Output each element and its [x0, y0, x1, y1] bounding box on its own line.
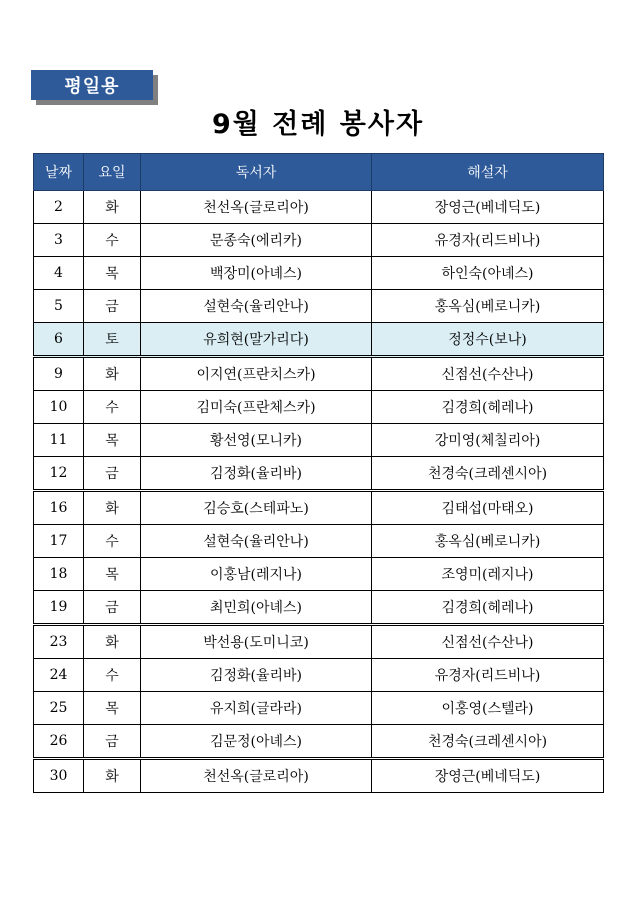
cell-reader: 박선용(도미니코)	[141, 625, 372, 659]
cell-day: 금	[84, 290, 141, 323]
cell-date: 26	[34, 725, 84, 759]
cell-date: 12	[34, 457, 84, 491]
cell-date: 2	[34, 191, 84, 224]
cell-commentator: 장영근(베네딕도)	[372, 759, 604, 793]
cell-day: 수	[84, 659, 141, 692]
table-row	[34, 759, 604, 793]
table-row	[34, 591, 604, 625]
volunteer-table	[33, 153, 604, 793]
cell-commentator: 유경자(리드비나)	[372, 659, 604, 692]
cell-reader: 황선영(모니카)	[141, 424, 372, 457]
cell-date: 4	[34, 257, 84, 290]
cell-commentator: 정정수(보나)	[372, 323, 604, 357]
table-row	[34, 491, 604, 525]
cell-day: 목	[84, 424, 141, 457]
cell-day: 목	[84, 558, 141, 591]
cell-date: 24	[34, 659, 84, 692]
cell-reader: 김미숙(프란체스카)	[141, 391, 372, 424]
cell-date: 10	[34, 391, 84, 424]
table-row	[34, 224, 604, 257]
table-header-row	[34, 154, 604, 191]
cell-reader: 김정화(율리바)	[141, 659, 372, 692]
cell-commentator: 이홍영(스텔라)	[372, 692, 604, 725]
cell-date: 17	[34, 525, 84, 558]
cell-day: 금	[84, 457, 141, 491]
cell-date: 3	[34, 224, 84, 257]
table-row	[34, 357, 604, 391]
cell-date: 18	[34, 558, 84, 591]
table-row	[34, 191, 604, 224]
cell-date: 6	[34, 323, 84, 357]
table-row	[34, 525, 604, 558]
cell-commentator: 김경희(헤레나)	[372, 591, 604, 625]
cell-reader: 김정화(율리바)	[141, 457, 372, 491]
table-row	[34, 457, 604, 491]
cell-day: 화	[84, 491, 141, 525]
cell-reader: 김문정(아녜스)	[141, 725, 372, 759]
header-day: 요일	[84, 154, 141, 191]
table-row	[34, 625, 604, 659]
cell-commentator: 홍옥심(베로니카)	[372, 290, 604, 323]
cell-commentator: 하인숙(아녜스)	[372, 257, 604, 290]
table-row	[34, 558, 604, 591]
cell-reader: 천선옥(글로리아)	[141, 759, 372, 793]
cell-commentator: 김태섭(마태오)	[372, 491, 604, 525]
cell-date: 25	[34, 692, 84, 725]
cell-date: 5	[34, 290, 84, 323]
cell-date: 30	[34, 759, 84, 793]
header-reader: 독서자	[141, 154, 372, 191]
cell-day: 금	[84, 591, 141, 625]
cell-day: 화	[84, 625, 141, 659]
cell-reader: 백장미(아녜스)	[141, 257, 372, 290]
table-row	[34, 725, 604, 759]
table-row	[34, 323, 604, 357]
cell-reader: 천선옥(글로리아)	[141, 191, 372, 224]
cell-day: 화	[84, 759, 141, 793]
cell-day: 수	[84, 224, 141, 257]
header-commentator: 해설자	[372, 154, 604, 191]
page-title: 9월 전례 봉사자	[211, 109, 425, 140]
cell-date: 9	[34, 357, 84, 391]
table-row	[34, 257, 604, 290]
table-row	[34, 424, 604, 457]
cell-commentator: 강미영(체칠리아)	[372, 424, 604, 457]
cell-day: 목	[84, 692, 141, 725]
cell-date: 11	[34, 424, 84, 457]
cell-reader: 유희현(말가리다)	[141, 323, 372, 357]
cell-commentator: 신점선(수산나)	[372, 625, 604, 659]
cell-commentator: 천경숙(크레센시아)	[372, 457, 604, 491]
cell-reader: 설현숙(율리안나)	[141, 290, 372, 323]
cell-day: 목	[84, 257, 141, 290]
cell-date: 16	[34, 491, 84, 525]
table-row	[34, 659, 604, 692]
cell-day: 수	[84, 391, 141, 424]
cell-day: 토	[84, 323, 141, 357]
cell-reader: 이홍남(레지나)	[141, 558, 372, 591]
table-row	[34, 692, 604, 725]
header-date: 날짜	[34, 154, 84, 191]
cell-reader: 유지희(글라라)	[141, 692, 372, 725]
cell-reader: 설현숙(율리안나)	[141, 525, 372, 558]
cell-commentator: 조영미(레지나)	[372, 558, 604, 591]
cell-day: 화	[84, 357, 141, 391]
cell-date: 23	[34, 625, 84, 659]
cell-day: 금	[84, 725, 141, 759]
table-row	[34, 391, 604, 424]
table-row	[34, 290, 604, 323]
cell-day: 수	[84, 525, 141, 558]
cell-date: 19	[34, 591, 84, 625]
cell-day: 화	[84, 191, 141, 224]
cell-commentator: 유경자(리드비나)	[372, 224, 604, 257]
cell-reader: 문종숙(에리카)	[141, 224, 372, 257]
cell-commentator: 홍옥심(베로니카)	[372, 525, 604, 558]
cell-reader: 김승호(스테파노)	[141, 491, 372, 525]
cell-reader: 최민희(아녜스)	[141, 591, 372, 625]
cell-commentator: 신점선(수산나)	[372, 357, 604, 391]
cell-reader: 이지연(프란치스카)	[141, 357, 372, 391]
cell-commentator: 천경숙(크레센시아)	[372, 725, 604, 759]
weekday-badge: 평일용	[31, 70, 153, 100]
cell-commentator: 장영근(베네딕도)	[372, 191, 604, 224]
cell-commentator: 김경희(헤레나)	[372, 391, 604, 424]
